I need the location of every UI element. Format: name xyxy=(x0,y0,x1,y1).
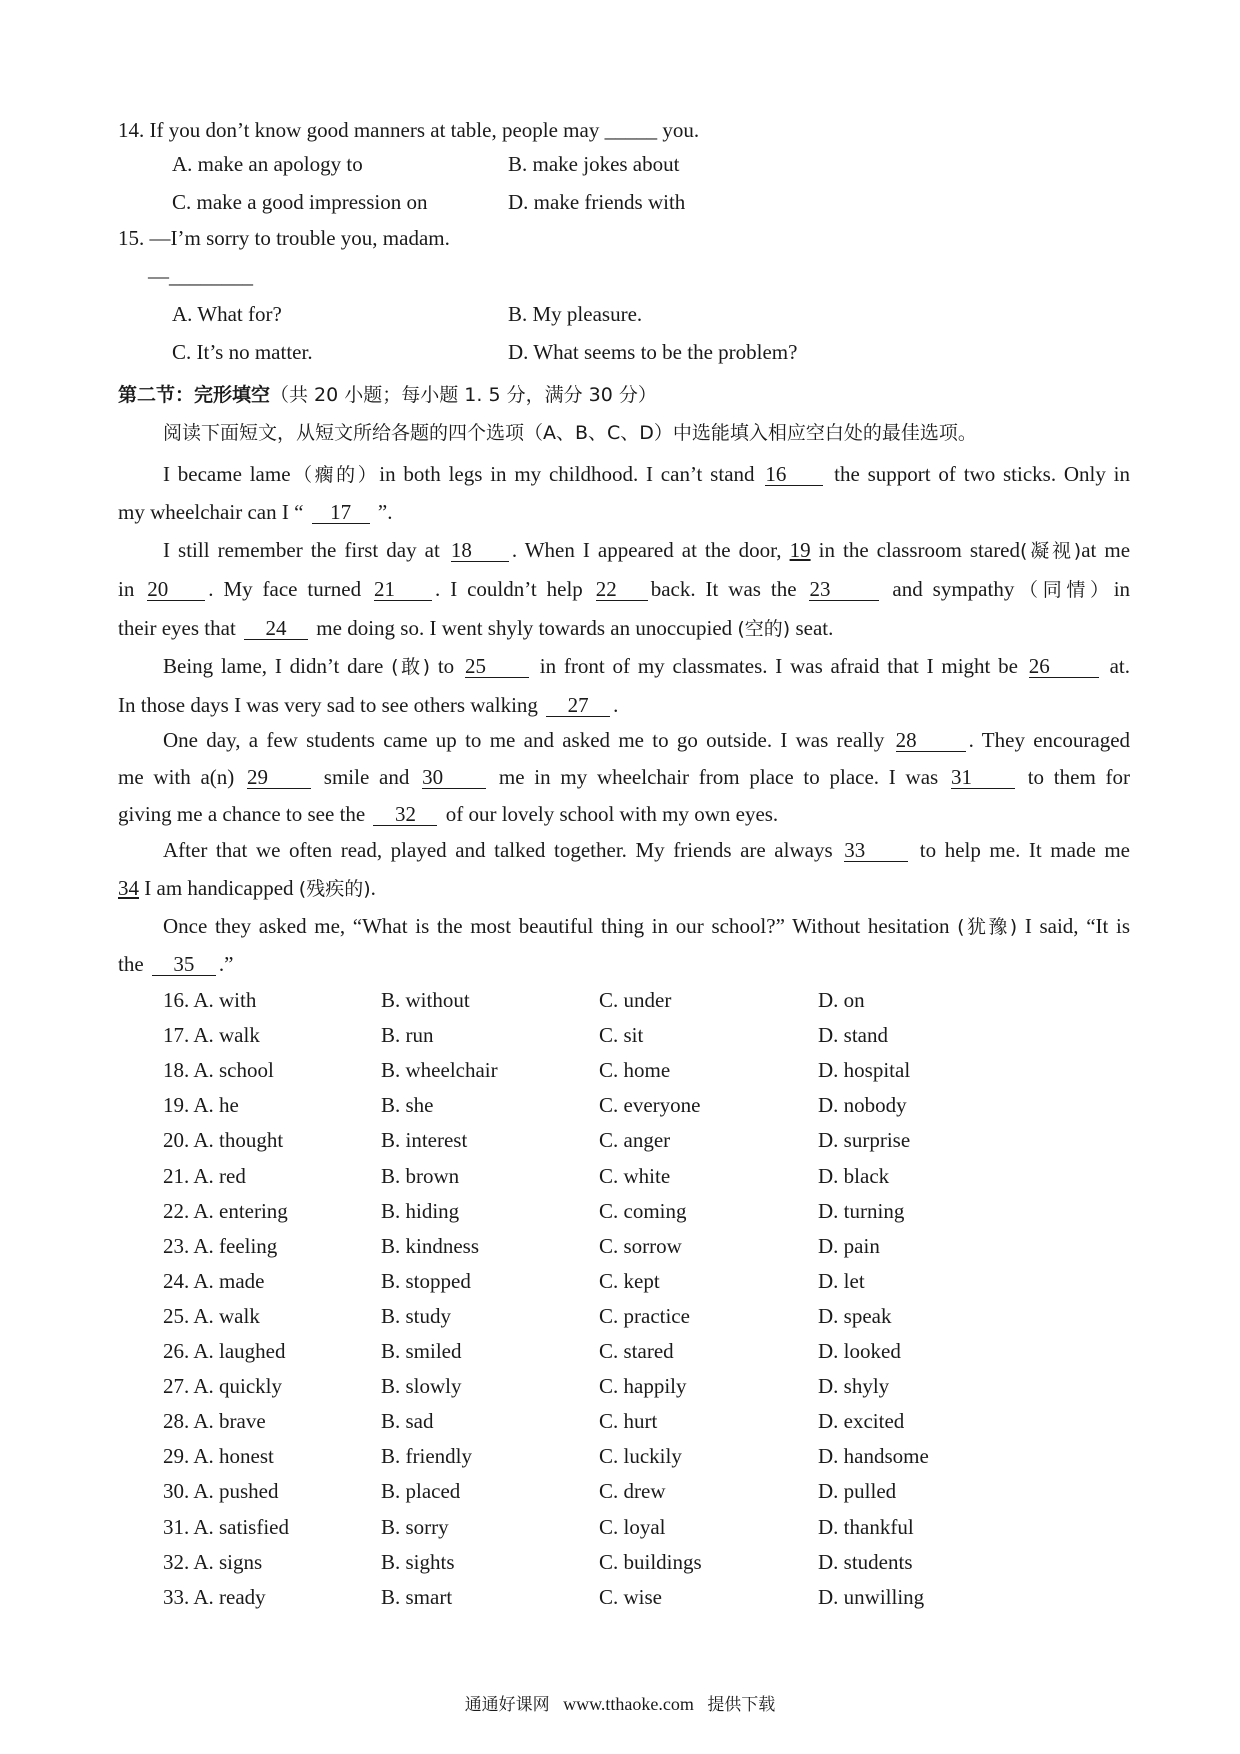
cloze-option-c: C. loyal xyxy=(599,1514,666,1539)
cloze-option-a: 28. A. brave xyxy=(163,1409,266,1434)
cloze-option-d: D. stand xyxy=(818,1023,888,1048)
cloze-option-a: 27. A. quickly xyxy=(163,1374,282,1399)
cloze-option-c: C. home xyxy=(599,1058,671,1083)
cloze-option-d: D. students xyxy=(818,1549,913,1574)
cloze-option-c: C. sorrow xyxy=(599,1233,682,1258)
cloze-option-c: C. stared xyxy=(599,1339,674,1363)
blank-33: 33 xyxy=(844,839,908,862)
cloze-option-row xyxy=(163,1232,1063,1260)
cloze-option-b: B. stopped xyxy=(381,1268,471,1293)
cloze-option-c: C. kept xyxy=(599,1268,660,1293)
cloze-option-row xyxy=(163,1442,1063,1470)
cloze-option-b: B. sad xyxy=(381,1409,434,1434)
cloze-option-d: D. speak xyxy=(818,1303,892,1328)
cloze-option-row xyxy=(163,1126,1063,1154)
blank-30: 30 xyxy=(422,766,486,789)
cloze-option-d: D. handsome xyxy=(818,1444,929,1469)
cloze-option-row xyxy=(163,1477,1063,1505)
cloze-option-a: 32. A. signs xyxy=(163,1549,263,1574)
passage-p1-line2: my wheelchair can I “ 17 ”. xyxy=(118,500,393,524)
question-15-reply-blank: —________ xyxy=(148,264,253,288)
blank-31: 31 xyxy=(951,766,1015,789)
cloze-option-b: B. friendly xyxy=(381,1444,472,1469)
cloze-option-d: D. black xyxy=(818,1163,890,1188)
cloze-option-b: B. she xyxy=(381,1093,434,1118)
passage-p6-line1: Once they asked me, “What is the most beautiful thing in our school?” Without hesitation (犹豫) I said, “It is xyxy=(163,914,1131,938)
cloze-option-c: C. under xyxy=(599,988,672,1012)
cloze-option-d: D. excited xyxy=(818,1409,905,1434)
question-14-option-d: D. make friends with xyxy=(508,190,686,214)
passage-p6-line2: the 35 .” xyxy=(118,952,234,976)
cloze-option-d: D. looked xyxy=(818,1339,901,1363)
cloze-option-row xyxy=(163,1337,1063,1365)
blank-23: 23 xyxy=(809,578,879,601)
cloze-option-c: C. drew xyxy=(599,1479,666,1504)
cloze-option-b: B. sights xyxy=(381,1549,455,1574)
cloze-option-b: B. brown xyxy=(381,1163,460,1188)
cloze-option-d: D. on xyxy=(818,988,865,1012)
section-header xyxy=(118,380,1130,409)
cloze-option-c: C. sit xyxy=(599,1023,644,1048)
cloze-option-b: B. smiled xyxy=(381,1339,462,1363)
blank-29: 29 xyxy=(247,766,311,789)
cloze-option-b: B. wheelchair xyxy=(381,1058,498,1083)
question-15-option-b: B. My pleasure. xyxy=(508,302,643,326)
cloze-option-row xyxy=(163,1372,1063,1400)
passage-p4-line1: One day, a few students came up to me and asked me to go outside. I was really 28 . They encouraged xyxy=(163,728,1131,752)
cloze-option-d: D. surprise xyxy=(818,1128,911,1153)
cloze-option-d: D. let xyxy=(818,1268,865,1293)
cloze-option-row xyxy=(163,1548,1063,1576)
blank-16: 16 xyxy=(765,463,823,486)
blank-24: 24 xyxy=(244,617,308,640)
cloze-option-b: B. slowly xyxy=(381,1374,462,1399)
passage-p1-line1: I became lame（瘸的）in both legs in my childhood. I can’t stand 16 the support of two sticks. Only in xyxy=(163,462,1131,486)
cloze-option-a: 17. A. walk xyxy=(163,1023,260,1048)
cloze-option-c: C. anger xyxy=(599,1128,671,1153)
passage-p4-line3: giving me a chance to see the 32 of our lovely school with my own eyes. xyxy=(118,802,779,826)
blank-27: 27 xyxy=(546,694,610,717)
cloze-option-a: 31. A. satisfied xyxy=(163,1514,289,1539)
passage-p2-line2: in 20 . My face turned 21 . I couldn’t help 22 back. It was the 23 and sympathy（同情）in xyxy=(118,577,1131,601)
question-14-option-c: C. make a good impression on xyxy=(172,190,428,214)
cloze-option-d: D. turning xyxy=(818,1198,905,1223)
blank-35: 35 xyxy=(152,953,216,976)
passage-p5-line1: After that we often read, played and talked together. My friends are always 33 to help me. It made me xyxy=(163,838,1130,862)
blank-19: 19 xyxy=(789,538,811,562)
passage-p3-line1: Being lame, I didn’t dare (敢) to 25 in front of my classmates. I was afraid that I might be 26 at. xyxy=(163,654,1130,678)
cloze-option-d: D. pain xyxy=(818,1233,880,1258)
cloze-option-a: 16. A. with xyxy=(163,988,257,1012)
passage-p5-line2: 34 I am handicapped (残疾的). xyxy=(118,876,376,900)
cloze-option-d: D. pulled xyxy=(818,1479,897,1504)
question-14-option-a: A. make an apology to xyxy=(172,152,363,176)
blank-26: 26 xyxy=(1029,655,1099,678)
question-14-option-b: B. make jokes about xyxy=(508,152,680,176)
cloze-option-b: B. study xyxy=(381,1303,452,1328)
cloze-option-b: B. run xyxy=(381,1023,434,1048)
cloze-option-b: B. without xyxy=(381,988,470,1012)
cloze-option-a: 18. A. school xyxy=(163,1058,274,1083)
blank-25: 25 xyxy=(465,655,529,678)
cloze-option-b: B. kindness xyxy=(381,1233,480,1258)
cloze-option-row xyxy=(163,1513,1063,1541)
cloze-option-d: D. nobody xyxy=(818,1093,907,1118)
cloze-option-d: D. thankful xyxy=(818,1514,914,1539)
cloze-option-a: 22. A. entering xyxy=(163,1198,288,1223)
cloze-option-row xyxy=(163,1407,1063,1435)
cloze-option-c: C. happily xyxy=(599,1374,687,1399)
page-footer xyxy=(0,1690,1240,1715)
cloze-option-row xyxy=(163,1197,1063,1225)
cloze-option-b: B. placed xyxy=(381,1479,461,1504)
cloze-option-a: 24. A. made xyxy=(163,1268,265,1293)
passage-p2-line3: their eyes that 24 me doing so. I went shyly towards an unoccupied (空的) seat. xyxy=(118,616,834,640)
passage-p2-line1: I still remember the first day at 18 . When I appeared at the door, 19 in the classroom stared(凝视)at me xyxy=(163,538,1131,562)
cloze-option-row xyxy=(163,1091,1063,1119)
cloze-option-a: 23. A. feeling xyxy=(163,1233,278,1258)
passage-p3-line2: In those days I was very sad to see others walking 27 . xyxy=(118,693,619,717)
cloze-option-c: C. wise xyxy=(599,1584,662,1609)
question-14-stem: 14. If you don’t know good manners at table, people may _____ you. xyxy=(118,118,700,142)
cloze-option-row xyxy=(163,1162,1063,1190)
cloze-option-a: 19. A. he xyxy=(163,1093,239,1118)
cloze-option-b: B. interest xyxy=(381,1128,468,1153)
cloze-option-a: 33. A. ready xyxy=(163,1584,266,1609)
cloze-option-c: C. practice xyxy=(599,1303,690,1328)
cloze-option-d: D. unwilling xyxy=(818,1584,925,1609)
cloze-option-b: B. smart xyxy=(381,1584,453,1609)
footer-url: www.tthaoke.com xyxy=(563,1694,694,1714)
cloze-option-c: C. hurt xyxy=(599,1409,658,1434)
cloze-option-d: D. hospital xyxy=(818,1058,911,1083)
cloze-option-row xyxy=(163,1056,1063,1084)
section-title: 第二节：完形填空 xyxy=(118,384,271,406)
cloze-option-c: C. everyone xyxy=(599,1093,701,1118)
question-15-option-a: A. What for? xyxy=(172,302,282,326)
blank-21: 21 xyxy=(374,578,432,601)
cloze-option-row xyxy=(163,986,1063,1014)
footer-download-note: 提供下载 xyxy=(707,1695,776,1715)
cloze-option-a: 20. A. thought xyxy=(163,1128,284,1153)
cloze-option-c: C. white xyxy=(599,1163,671,1188)
cloze-option-a: 25. A. walk xyxy=(163,1303,260,1328)
blank-34: 34 xyxy=(118,876,139,900)
cloze-option-a: 21. A. red xyxy=(163,1163,246,1188)
blank-18: 18 xyxy=(451,539,509,562)
cloze-option-b: B. sorry xyxy=(381,1514,449,1539)
cloze-option-row xyxy=(163,1583,1063,1611)
section-note: （共 20 小题；每小题 1. 5 分，满分 30 分） xyxy=(270,384,657,406)
cloze-option-c: C. luckily xyxy=(599,1444,682,1469)
cloze-option-row xyxy=(163,1302,1063,1330)
passage-p4-line2: me with a(n) 29 smile and 30 me in my wheelchair from place to place. I was 31 to them for xyxy=(118,765,1131,789)
cloze-option-a: 30. A. pushed xyxy=(163,1479,279,1504)
blank-32: 32 xyxy=(373,803,437,826)
footer-site-name: 通通好课网 xyxy=(464,1695,550,1715)
cloze-option-d: D. shyly xyxy=(818,1374,890,1399)
question-15-stem: 15. —I’m sorry to trouble you, madam. xyxy=(118,226,450,250)
cloze-option-c: C. buildings xyxy=(599,1549,702,1574)
question-15-option-c: C. It’s no matter. xyxy=(172,340,313,364)
cloze-option-a: 29. A. honest xyxy=(163,1444,274,1469)
cloze-option-b: B. hiding xyxy=(381,1198,460,1223)
blank-28: 28 xyxy=(896,729,966,752)
cloze-option-row xyxy=(163,1267,1063,1295)
blank-17: 17 xyxy=(312,501,370,524)
question-15-option-d: D. What seems to be the problem? xyxy=(508,340,798,364)
blank-20: 20 xyxy=(147,578,205,601)
cloze-option-a: 26. A. laughed xyxy=(163,1339,286,1363)
cloze-option-row xyxy=(163,1021,1063,1049)
section-instruction: 阅读下面短文，从短文所给各题的四个选项（A、B、C、D）中选能填入相应空白处的最佳选项。 xyxy=(163,422,977,444)
blank-22: 22 xyxy=(596,578,648,601)
cloze-option-c: C. coming xyxy=(599,1198,687,1223)
